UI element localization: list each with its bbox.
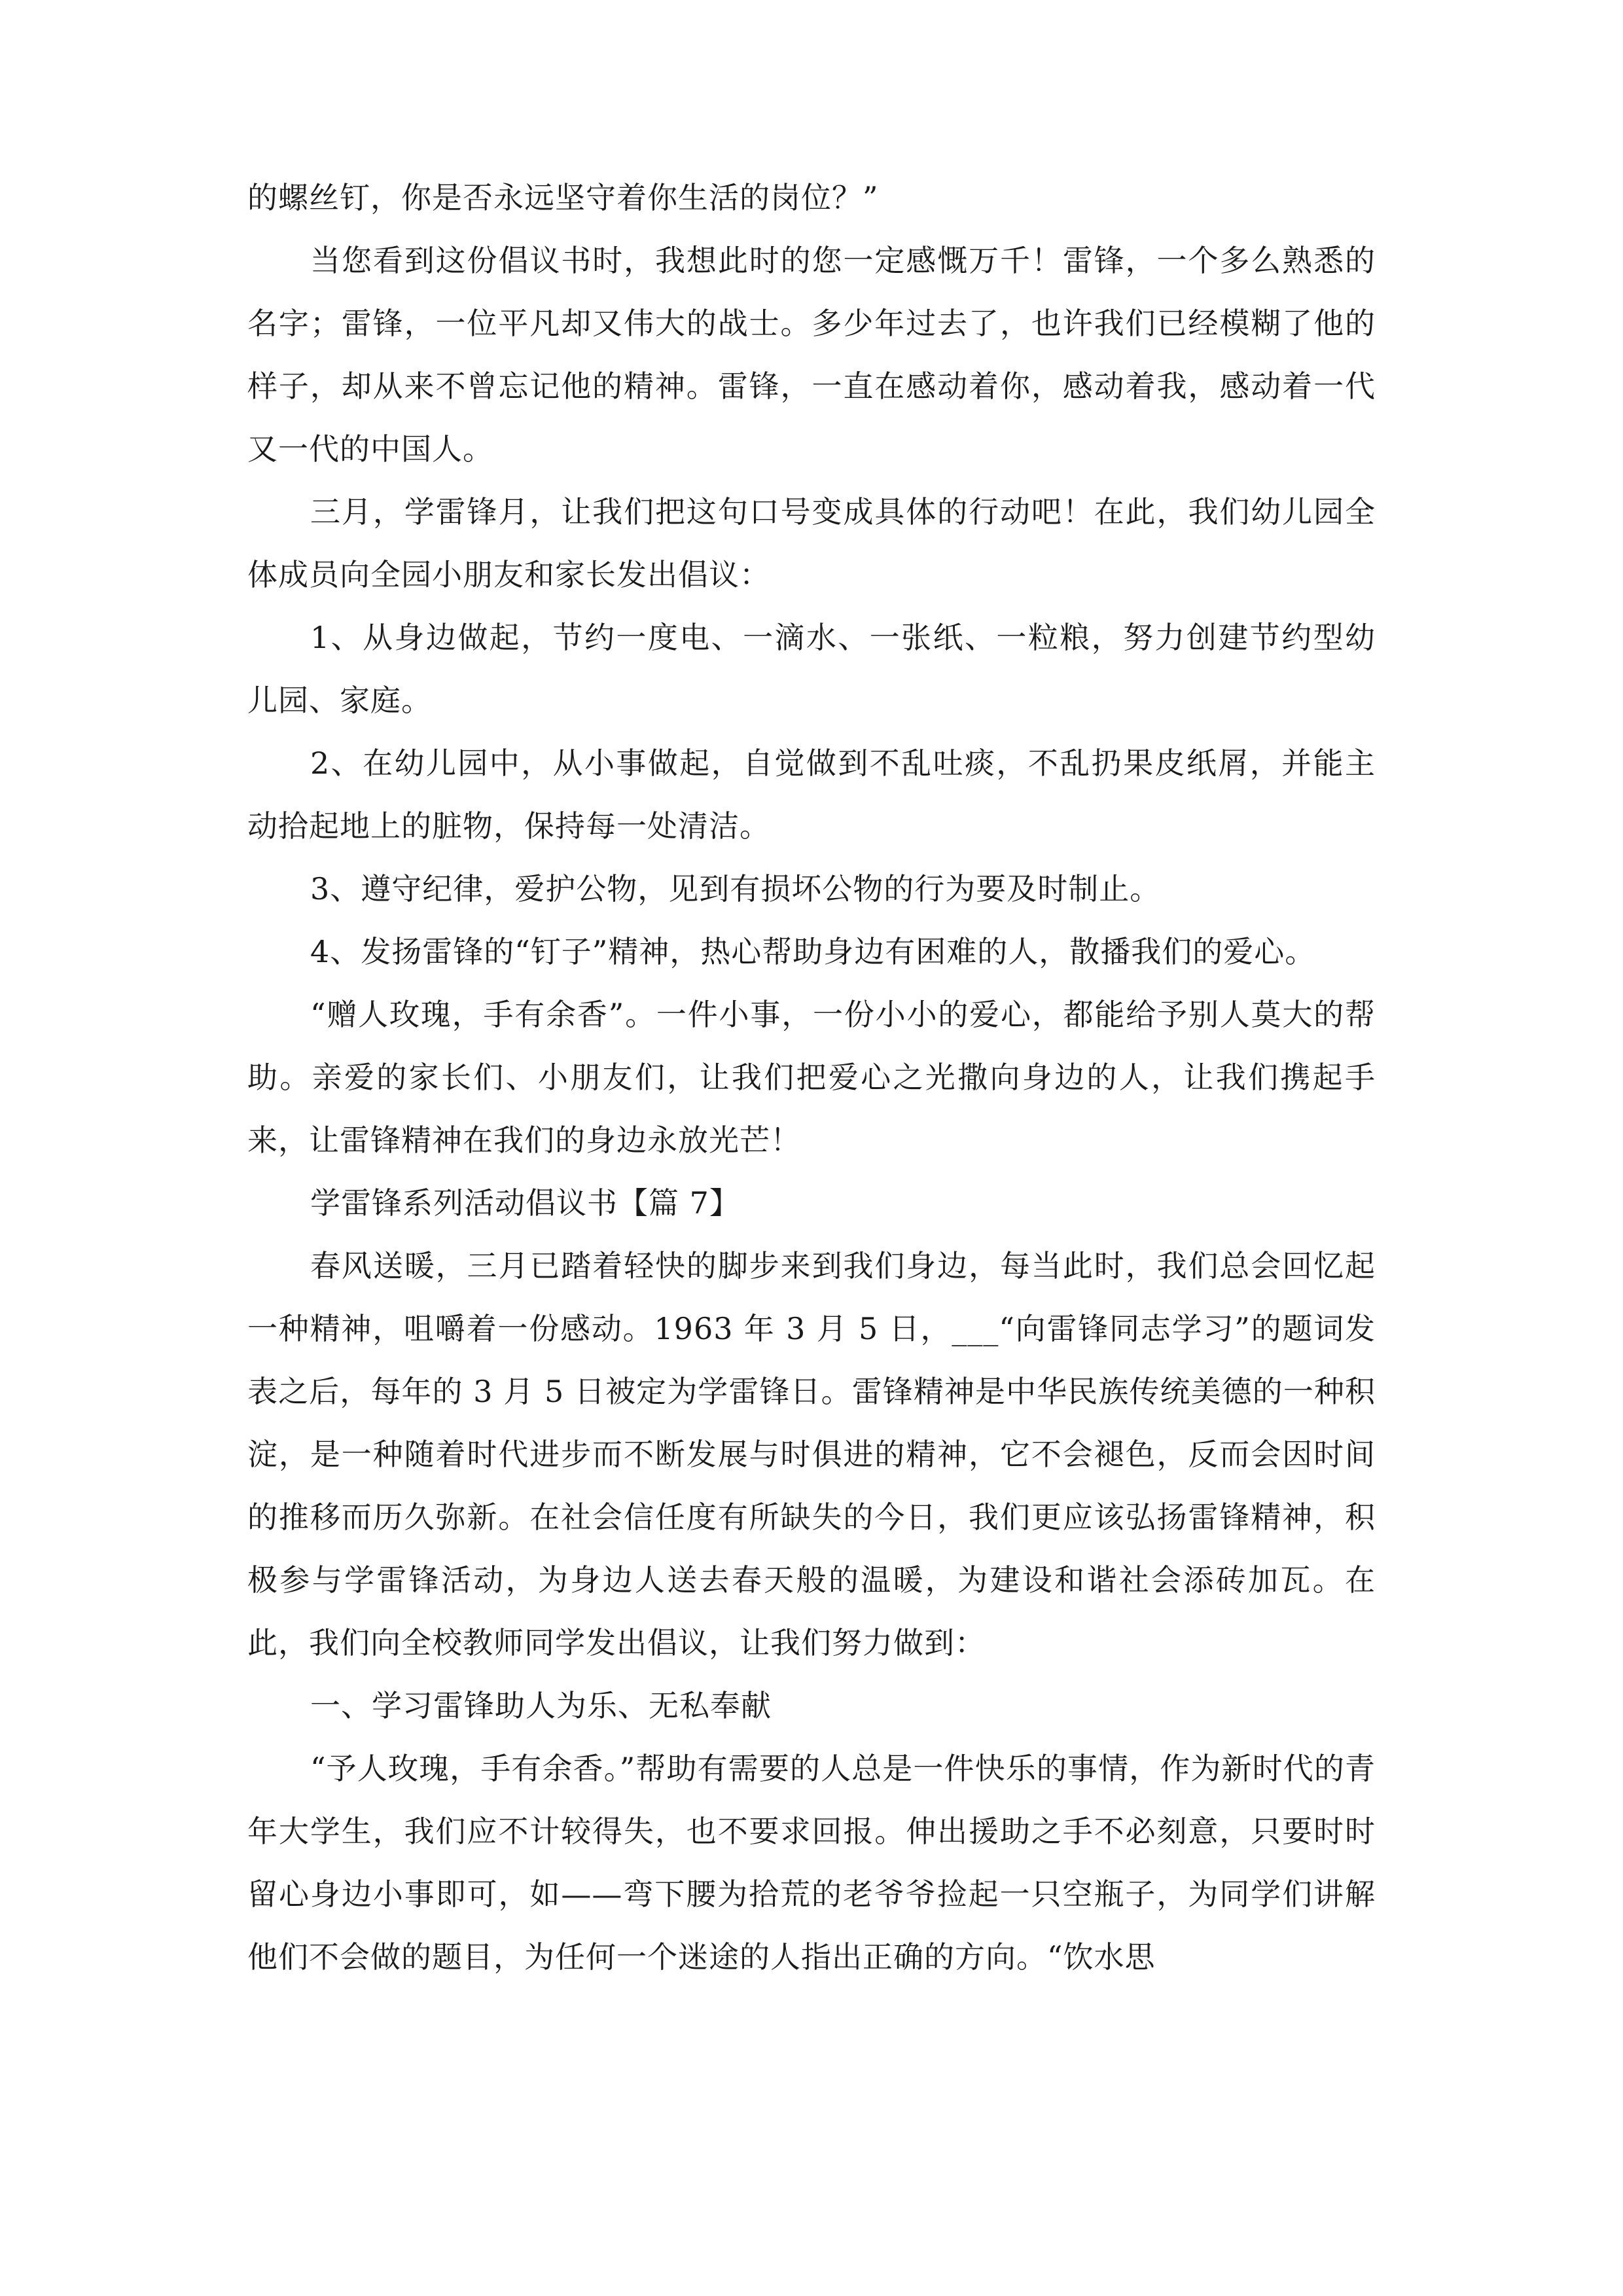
paragraph-rose: “予人玫瑰，手有余香。”帮助有需要的人总是一件快乐的事情，作为新时代的青年大学生，我们应不计较得失，也不要求回报。伸出援助之手不必刻意，只要时时留心身边小事即可，如——弯下腰为拾荒的老爷爷捡起一只空瓶子，为同学们讲解他们不会做的题目，为任何一个迷途的人指出正确的方向。“饮水思	[247, 1751, 1376, 1975]
list-item-2: 2、在幼儿园中，从小事做起，自觉做到不乱吐痰，不乱扔果皮纸屑，并能主动拾起地上的脏物，保持每一处清洁。	[247, 745, 1376, 844]
paragraph-continuation: 的螺丝钉，你是否永远坚守着你生活的岗位？”	[247, 180, 879, 215]
list-item-3: 3、遵守纪律，爱护公物，见到有损坏公物的行为要及时制止。	[310, 871, 1161, 906]
subheading-1: 一、学习雷锋助人为乐、无私奉献	[310, 1688, 772, 1723]
paragraph-spring: 春风送暖，三月已踏着轻快的脚步来到我们身边，每当此时，我们总会回忆起一种精神，咀嚼着一份感动。1963 年 3 月 5 日，___“向雷锋同志学习”的题词发表之后，每年的 3 月 5 日被定为学雷锋日。雷锋精神是中华民族传统美德的一种积淀，是一种随着时代进步而不断发展与时俱进的精神，它不会褪色，反而会因时间的推移而历久弥新。在社会信任度有所缺失的今日，我们更应该弘扬雷锋精神，积极参与学雷锋活动，为身边人送去春天般的温暖，为建设和谐社会添砖加瓦。在此，我们向全校教师同学发出倡议，让我们努力做到：	[247, 1248, 1376, 1660]
document-body	[247, 166, 1376, 1988]
list-item-1: 1、从身边做起，节约一度电、一滴水、一张纸、一粒粮，努力创建节约型幼儿园、家庭。	[247, 620, 1376, 718]
paragraph-march: 三月，学雷锋月，让我们把这句口号变成具体的行动吧！在此，我们幼儿园全体成员向全园小朋友和家长发出倡议：	[247, 494, 1376, 592]
section-heading: 学雷锋系列活动倡议书【篇 7】	[310, 1185, 740, 1221]
paragraph-closing: “赠人玫瑰，手有余香”。一件小事，一份小小的爱心，都能给予别人莫大的帮助。亲爱的家长们、小朋友们，让我们把爱心之光撒向身边的人，让我们携起手来，让雷锋精神在我们的身边永放光芒！	[247, 997, 1376, 1158]
list-item-4: 4、发扬雷锋的“钉子”精神，热心帮助身边有困难的人，散播我们的爱心。	[310, 934, 1316, 969]
paragraph-intro: 当您看到这份倡议书时，我想此时的您一定感慨万千！雷锋，一个多么熟悉的名字；雷锋，一位平凡却又伟大的战士。多少年过去了，也许我们已经模糊了他的样子，却从来不曾忘记他的精神。雷锋，一直在感动着你，感动着我，感动着一代又一代的中国人。	[247, 243, 1376, 467]
